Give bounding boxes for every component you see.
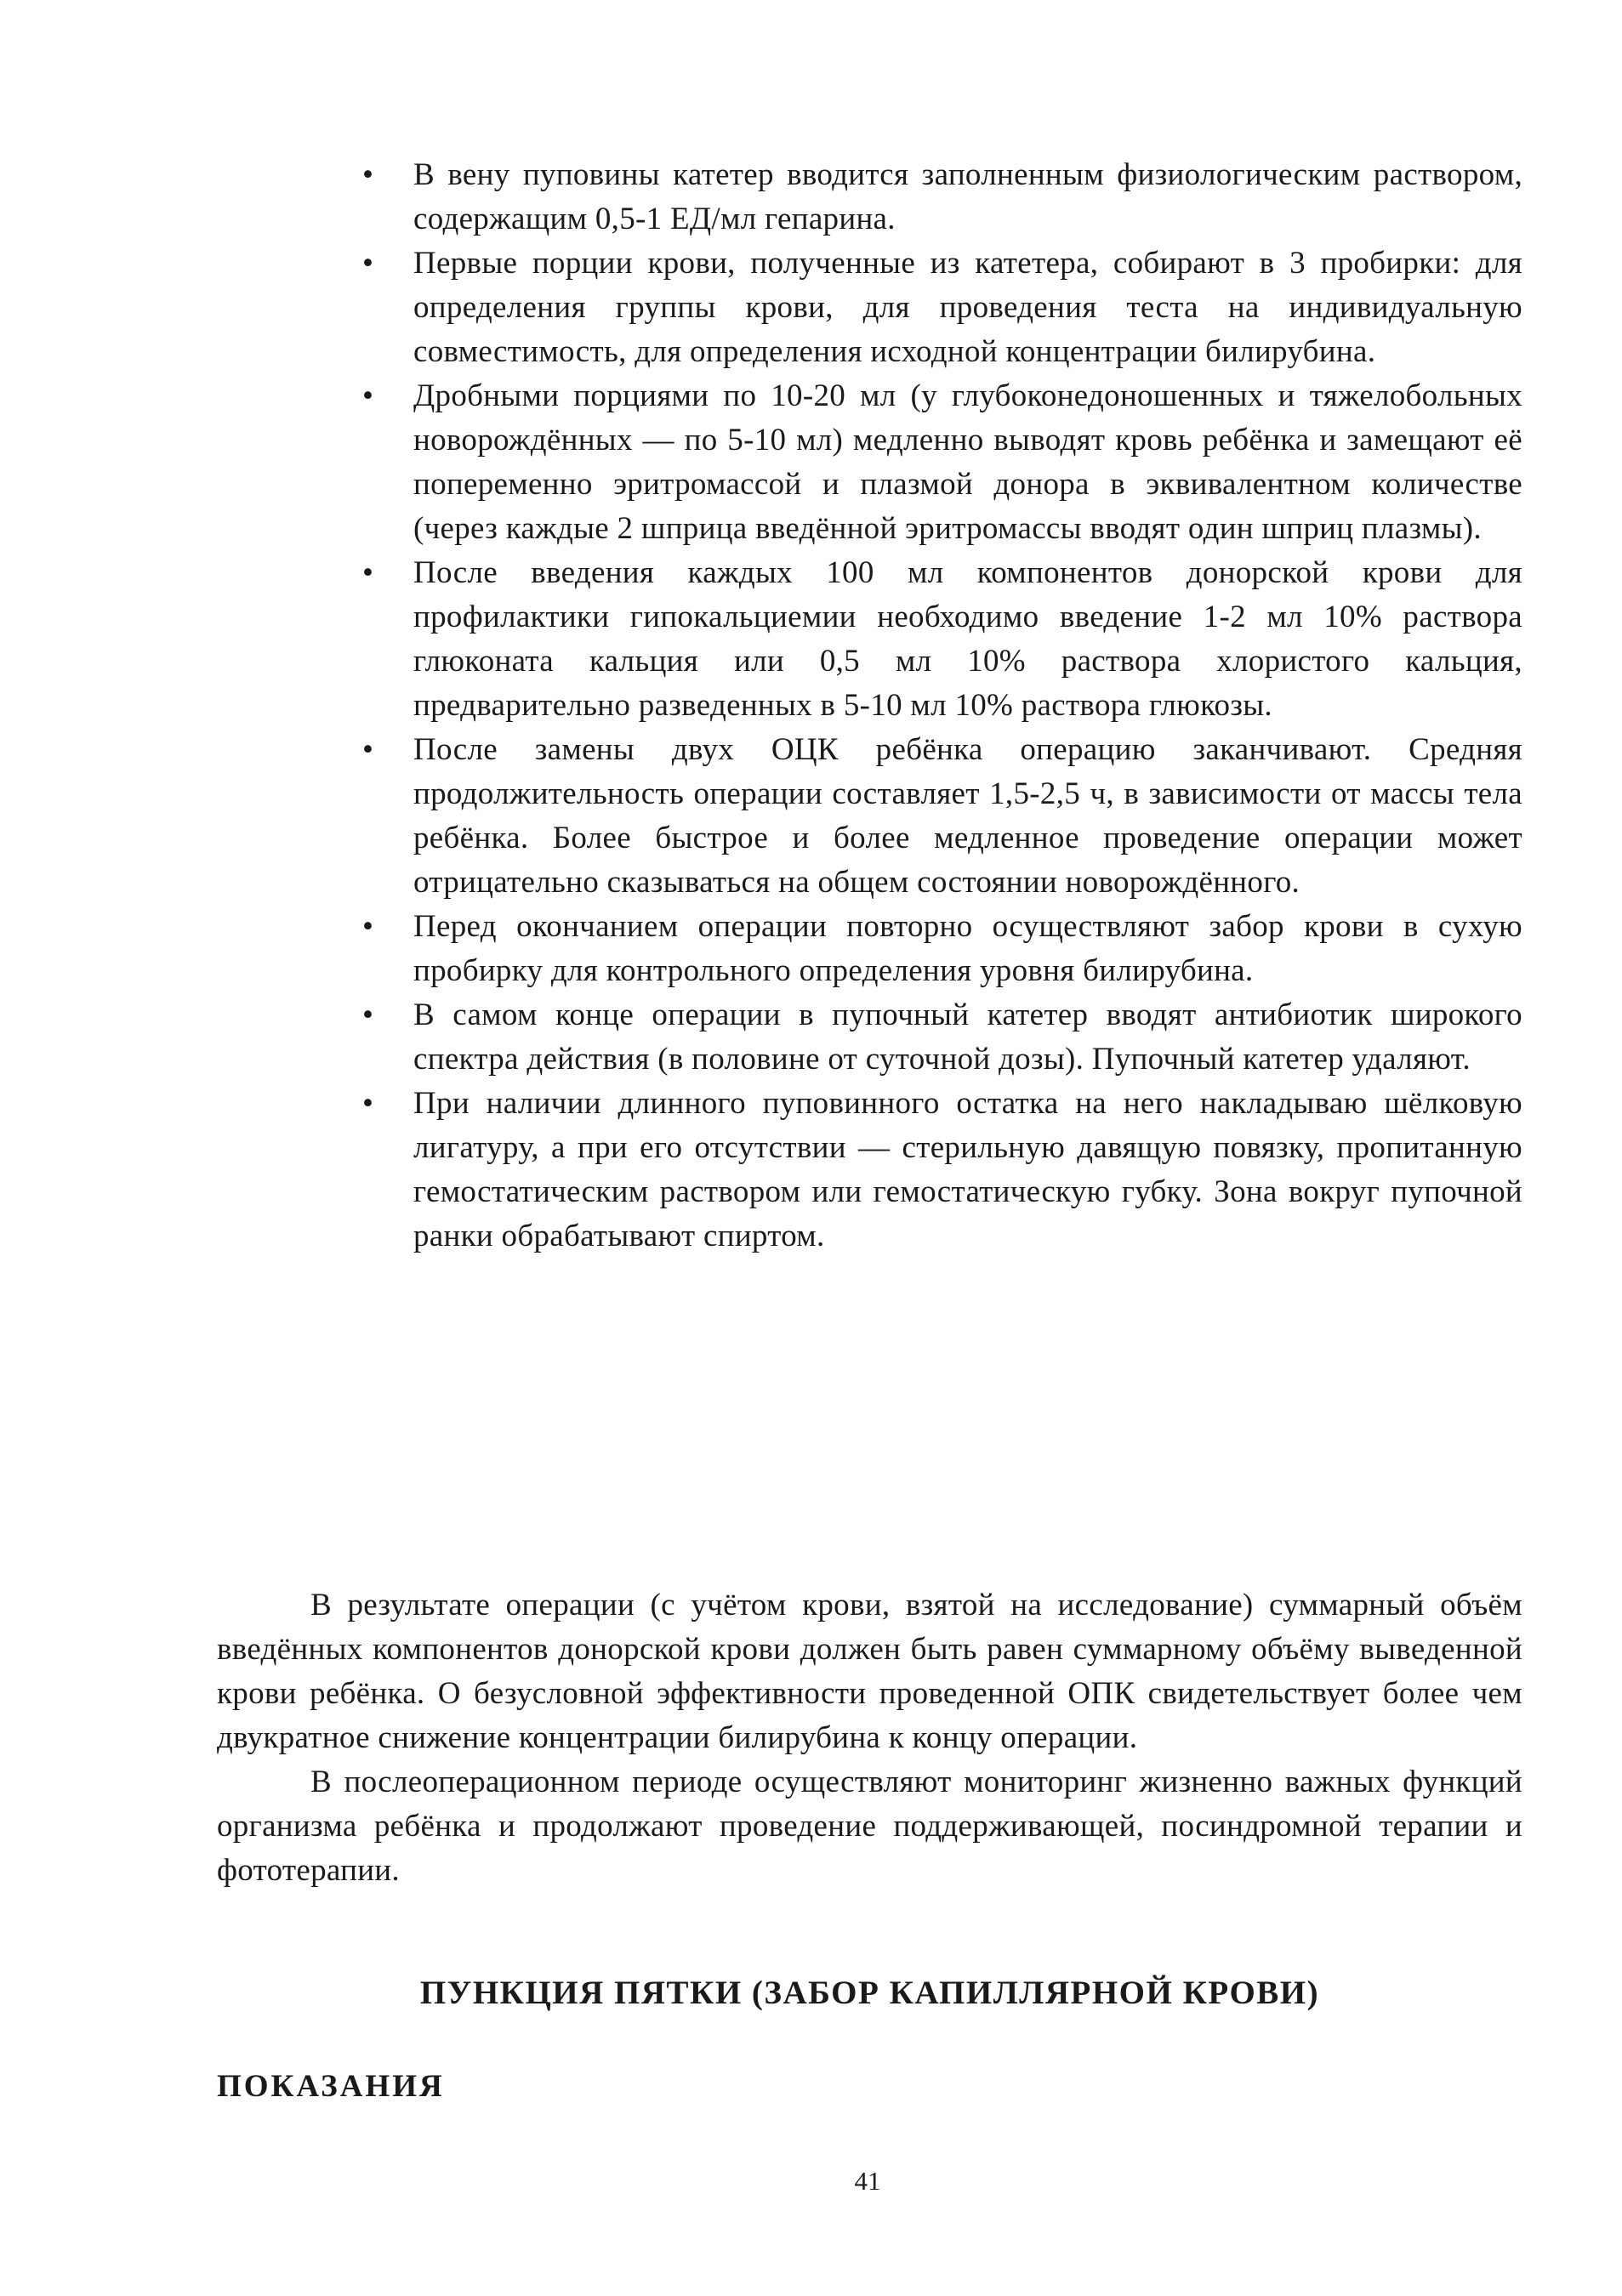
list-item-text: В вену пуповины катетер вводится заполненным физиологическим раствором, содержащим 0,5-1 ЕД/мл гепарина.	[413, 157, 1522, 236]
list-item-text: После введения каждых 100 мл компонентов донорской крови для профилактики гипокальциемии необходимо введение 1-2 мл 10% раствора глюконата кальция или 0,5 мл 10% раствора хлористого кальция, предварительно разведенных в 5-10 мл 10% раствора глюкозы.	[413, 555, 1522, 723]
list-item-text: При наличии длинного пуповинного остатка на него накладываю шёлковую лигатуру, а при его отсутствии — стерильную давящую повязку, пропитанную гемостатическим раствором или гемостатическую губку. Зона вокруг пупочной ранки обрабатывают спиртом.	[413, 1086, 1522, 1253]
paragraph-operation-result: В результате операции (с учётом крови, взятой на исследование) суммарный объём введённых компонентов донорской крови должен быть равен суммарному объёму выведенной крови ребёнка. О безусловной эффективности проведенной ОПК свидетельствует более чем двукратное снижение концентрации билирубина к концу операции.	[217, 1588, 1522, 1755]
body-text	[217, 1583, 1522, 1893]
section-title: ПУНКЦИЯ ПЯТКИ (ЗАБОР КАПИЛЛЯРНОЙ КРОВИ)	[419, 1975, 1320, 2011]
list-item-text: Первые порции крови, полученные из катетера, собирают в 3 пробирки: для определения группы крови, для проведения теста на индивидуальную совместимость, для определения исходной концентрации билирубина.	[413, 246, 1522, 369]
bullet-icon: •	[362, 555, 374, 590]
bullet-icon: •	[362, 157, 374, 192]
bullet-icon: •	[362, 909, 374, 944]
list-item	[357, 728, 1522, 905]
list-item	[357, 551, 1522, 728]
page-number: 41	[854, 2166, 881, 2196]
list-item	[357, 1082, 1522, 1259]
list-item	[357, 374, 1522, 551]
list-item-text: После замены двух ОЦК ребёнка операцию заканчивают. Средняя продолжительность операции составляет 1,5-2,5 ч, в зависимости от массы тела ребёнка. Более быстрое и более медленное проведение операции может отрицательно сказываться на общем состоянии новорождённого.	[413, 732, 1522, 900]
bullet-icon: •	[362, 997, 374, 1032]
list-item	[357, 905, 1522, 993]
procedure-steps-list	[357, 153, 1522, 1259]
paragraph-postoperative-period: В послеоперационном периоде осуществляют мониторинг жизненно важных функций организма ребёнка и продолжают проведение поддерживающей, посиндромной терапии и фототерапии.	[217, 1765, 1522, 1888]
subsection-title: ПОКАЗАНИЯ	[217, 2069, 445, 2104]
list-item	[357, 242, 1522, 374]
bullet-icon: •	[362, 1086, 374, 1121]
list-item-text: Перед окончанием операции повторно осуществляют забор крови в сухую пробирку для контрольного определения уровня билирубина.	[413, 909, 1522, 988]
bullet-icon: •	[362, 246, 374, 281]
list-item	[357, 993, 1522, 1082]
bullet-icon: •	[362, 732, 374, 767]
list-item-text: В самом конце операции в пупочный катетер вводят антибиотик широкого спектра действия (в половине от суточной дозы). Пупочный катетер удаляют.	[413, 997, 1522, 1077]
bullet-icon: •	[362, 378, 374, 413]
list-item-text: Дробными порциями по 10-20 мл (у глубоконедоношенных и тяжелобольных новорождённых — по 5-10 мл) медленно выводят кровь ребёнка и замещают её попеременно эритромассой и плазмой донора в эквивалентном количестве (через каждые 2 шприца введённой эритромассы вводят один шприц плазмы).	[413, 378, 1522, 546]
list-item	[357, 153, 1522, 242]
